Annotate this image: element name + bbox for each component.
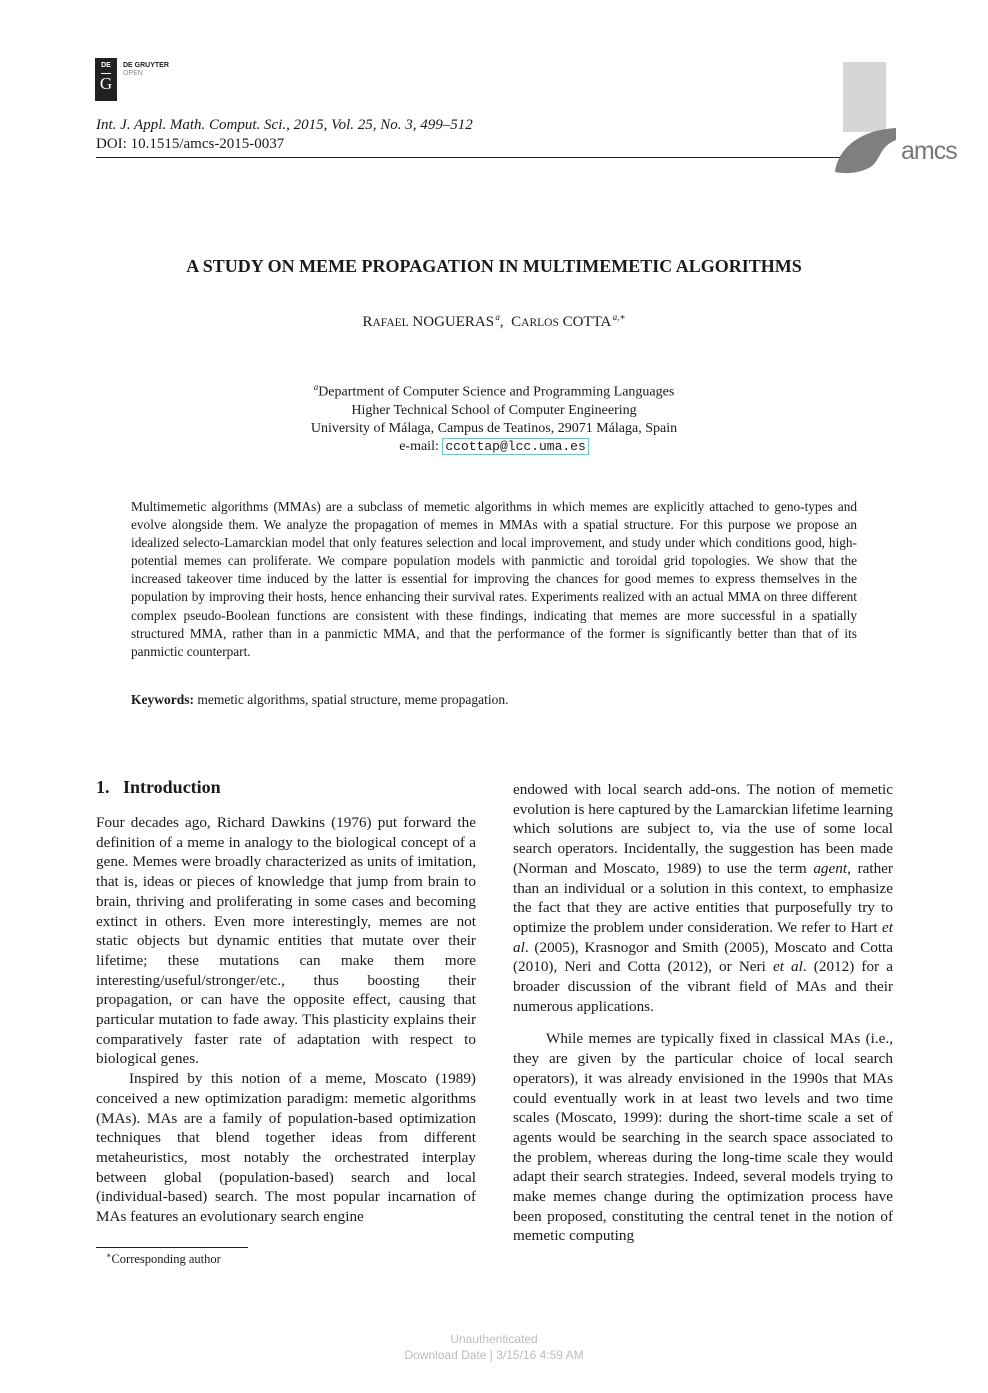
- email-link[interactable]: ccottap@lcc.uma.es: [442, 438, 588, 455]
- paragraph: Inspired by this notion of a meme, Moscato (1989) conceived a new optimization paradigm: memetic algorithms (MAs). MAs are a family of population-based optimization techniques that blend together ideas from different metaheuristics, most notably the orchestrated interplay between global (population-based) search and local (individual-based) search. The most popular incarnation of MAs features an evolutionary search engine: [96, 1070, 476, 1226]
- footnote: ∗Corresponding author: [106, 1251, 221, 1267]
- paragraph: endowed with local search add-ons. The notion of memetic evolution is here captured by the Lamarckian lifetime learning which solutions are subject to, via the use of some local search operators. Incidentally, the suggestion has been made (Norman and Moscato, 1989) to use the term agent, rather than an individual or a solution in this context, to emphasize the fact that they are active entities that purposefully try to optimize the problem under consideration. We refer to Hart et al. (2005), Krasnogor and Smith (2005), Moscato and Cotta (2010), Neri and Cotta (2012), or Neri et al. (2012) for a broader discussion of the vibrant field of MAs and their numerous applications.: [513, 781, 893, 1015]
- paragraph: While memes are typically fixed in classical MAs (i.e., they are given by the particular choice of local search operators), it was already envisioned in the 1990s that MAs could eventually work in at least two levels and two time scales (Moscato, 1999): during the short-time scale a set of agents would be searching in the search space associated to the problem, whereas during the long-time scale they would adapt their search strategies. Indeed, several models trying to make memes change during the optimization process have been proposed, constituting the central tenet in the notion of memetic computing: [513, 1030, 893, 1245]
- publisher-name-main: DE GRUYTER: [123, 62, 169, 69]
- journal-citation: Int. J. Appl. Math. Comput. Sci., 2015, Vol. 25, No. 3, 499–512: [96, 117, 473, 133]
- affiliation-email-line: e-mail: ccottap@lcc.uma.es: [0, 438, 988, 456]
- doi: DOI: 10.1515/amcs-2015-0037: [96, 136, 285, 152]
- affiliation-line-2: Higher Technical School of Computer Engineering: [351, 402, 637, 418]
- paragraph: Four decades ago, Richard Dawkins (1976) put forward the definition of a meme in analogy to the biological concept of a gene. Memes were broadly characterized as units of imitation, that is, ideas or pieces of knowledge that jump from brain to brain, thriving and proliferating in some cases and becoming extinct in others. Even more interestingly, memes are not static objects but dynamic entities that mutate over their lifetime; these mutations can make them more interesting/useful/stronger/etc., thus boosting their propagation, or can have the opposite effect, causing that particular mutation to fade away. This plasticity explains their comparatively faster rate of adaptation with respect to biological genes.: [96, 814, 476, 1068]
- amcs-logo-shape: [830, 60, 896, 174]
- watermark-line-2: Download Date | 3/15/16 4:59 AM: [404, 1348, 584, 1362]
- publisher-name-sub: OPEN: [123, 70, 143, 77]
- right-column: [513, 780, 893, 1246]
- authors: RAFAEL NOGUERAS $^a$, CARLOS COTTA $^{a,∗}$: [362, 312, 626, 330]
- footnote-rule: [96, 1247, 248, 1248]
- download-watermark: [0, 1331, 988, 1363]
- amcs-brand: amcs: [901, 137, 957, 165]
- abstract: Multimemetic algorithms (MMAs) are a subclass of memetic algorithms in which memes are explicitly attached to geno-types and evolve alongside them. We analyze the propagation of memes in MMAs with a spatial structure. For this purpose we propose an idealized selecto-Lamarckian model that only features selection and local improvement, and study under which conditions good, high-potential memes can proliferate. We compare population models with panmictic and toroidal grid topologies. We show that the increased takeover time induced by the latter is essential for improving the chances for good memes to express themselves in the population by improving their hosts, hence enhancing their survival rates. Experiments realized with an actual MMA on three different complex pseudo-Boolean functions are consistent with these findings, indicating that memes are more successful in a spatially structured MMA, rather than in a panmictic MMA, and that the performance of the former is significantly better than that of its panmictic counterpart.: [131, 499, 857, 659]
- logo-top-text: DE: [101, 62, 111, 69]
- publisher-logo: [95, 58, 117, 101]
- author-1: RAFAEL NOGUERAS $^a$: [362, 312, 500, 330]
- logo-letter: G: [99, 74, 113, 93]
- affiliation-line-3: University of Málaga, Campus de Teatinos, 29071 Málaga, Spain: [310, 421, 678, 437]
- affiliation-line-1: $^a$Department of Computer Science and Programming Languages: [313, 382, 675, 400]
- watermark-line-1: Unauthenticated: [450, 1332, 538, 1346]
- header-rule: [96, 157, 856, 158]
- paper-title: A STUDY ON MEME PROPAGATION IN MULTIMEMETIC ALGORITHMS: [186, 256, 802, 276]
- keywords: Keywords: memetic algorithms, spatial structure, meme propagation.: [131, 692, 509, 707]
- section-heading: 1. Introduction: [96, 777, 221, 797]
- publisher-name: [123, 62, 169, 78]
- left-column: [96, 813, 476, 1227]
- affiliation: [0, 378, 988, 456]
- author-2: CARLOS COTTA $^{a,∗}$: [511, 312, 626, 330]
